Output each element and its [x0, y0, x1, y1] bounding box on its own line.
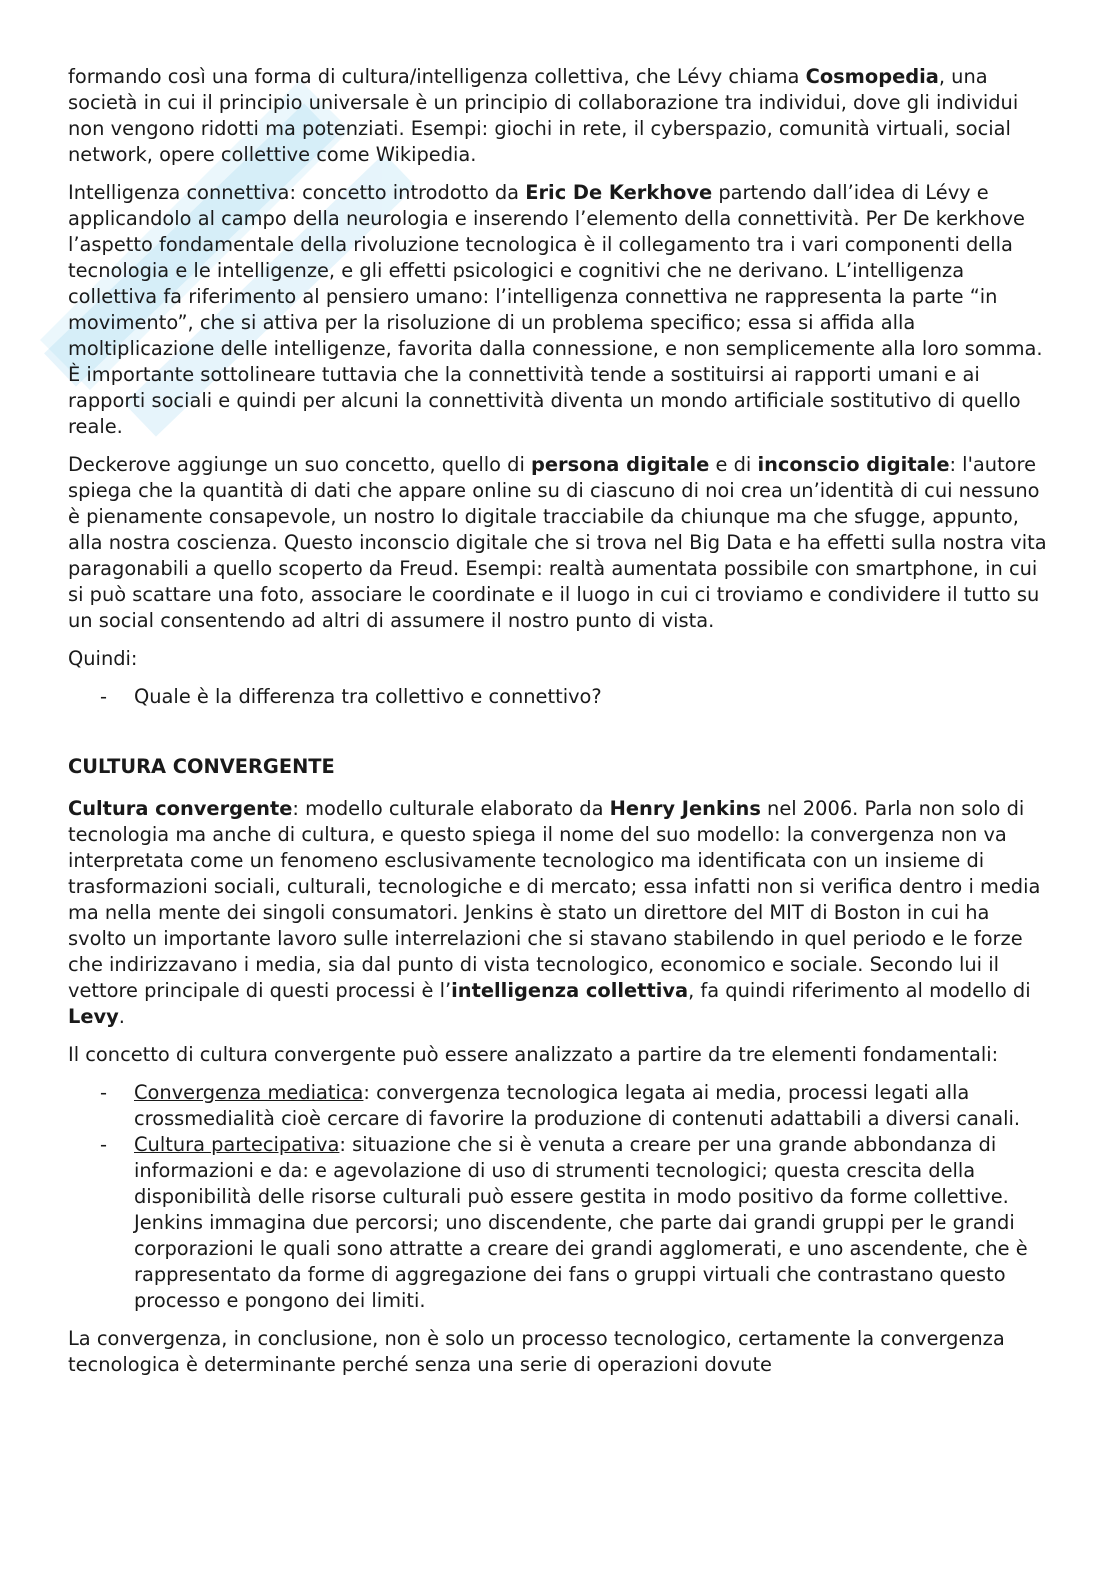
list-item-text: Quale è la differenza tra collettivo e connettivo?: [134, 685, 602, 708]
text-span: .: [118, 1005, 125, 1028]
term-persona-digitale: persona digitale: [531, 453, 710, 476]
term-intelligenza-collettiva: intelligenza collettiva: [451, 979, 689, 1002]
term-henry-jenkins: Henry Jenkins: [609, 797, 761, 820]
paragraph-persona-digitale: [68, 452, 1048, 634]
paragraph-cosmopedia: [68, 64, 1048, 168]
paragraph-conclusione: La convergenza, in conclusione, non è solo un processo tecnologico, certamente la convergenza tecnologica è determinante perché senza una serie di operazioni dovute: [68, 1327, 1005, 1376]
text-span: , una società in cui il principio universale è un principio di collaborazione tra individui, dove gli individui non vengono ridotti ma potenziati. Esempi: giochi in rete, il cyberspazio, comunità virtuali, social network, opere collettive come Wikipedia.: [68, 65, 1019, 166]
text-span: formando così una forma di cultura/intelligenza collettiva, che Lévy chiama: [68, 65, 806, 88]
list-item-text: : situazione che si è venuta a creare per una grande abbondanza di informazioni e da: e agevolazione di uso di strumenti tecnologici; questa crescita della disponibilità delle risorse culturali può essere gestita in modo positivo da forme collettive. Jenkins immagina due percorsi; uno discendente, che parte dai grandi gruppi per le grandi corporazioni le quali sono attratte a creare dei grandi agglomerati, e uno ascendente, che è rappresentato da forme di aggregazione dei fans o gruppi virtuali che contrastano questo processo e pongono dei limiti.: [134, 1133, 1028, 1312]
paragraph-tre-elementi: Il concetto di cultura convergente può essere analizzato a partire da tre elementi fondamentali:: [68, 1043, 999, 1066]
term-eric-de-kerkhove: Eric De Kerkhove: [525, 181, 713, 204]
text-span: Deckerove aggiunge un suo concetto, quello di: [68, 453, 531, 476]
section-title: CULTURA CONVERGENTE: [68, 755, 335, 778]
paragraph-cultura-convergente: [68, 796, 1048, 1030]
dash-marker: -: [100, 1133, 107, 1156]
list-item: [68, 1080, 1048, 1132]
elements-list: [68, 1080, 1048, 1314]
question-list: [68, 684, 1048, 710]
term-inconscio-digitale: inconscio digitale: [757, 453, 950, 476]
document-page: [68, 64, 1048, 1390]
text-span: : modello culturale elaborato da: [292, 797, 610, 820]
text-span: e di: [709, 453, 758, 476]
text-span: partendo dall’idea di Lévy e applicandolo al campo della neurologia e inserendo l’elemento della connettività. Per De kerkhove l’aspetto fondamentale della rivoluzione tecnologica è il collegamento tra i vari componenti della tecnologia e le intelligenze, e gli effetti psicologici e cognitivi che ne derivano. L’intelligenza collettiva fa riferimento al pensiero umano: l’intelligenza connettiva ne rappresenta la parte “in movimento”, che si attiva per la risoluzione di un problema specifico; essa si affida alla moltiplicazione delle intelligenze, favorita dalla connessione, e non semplicemente alla loro somma. È importante sottolineare tuttavia che la connettività tende a sostituirsi ai rapporti umani e ai rapporti sociali e quindi per alcuni la connettività diventa un mondo artificiale sostitutivo di quello reale.: [68, 181, 1043, 438]
term-levy: Levy: [68, 1005, 119, 1028]
term-cultura-convergente: Cultura convergente: [68, 797, 293, 820]
list-item: [68, 1132, 1048, 1314]
text-span: Intelligenza connettiva: concetto introdotto da: [68, 181, 526, 204]
list-item-text: : convergenza tecnologica legata ai media, processi legati alla crossmedialità cioè cercare di favorire la produzione di contenuti adattabili a diversi canali.: [134, 1081, 1021, 1130]
paragraph-intelligenza-connettiva: [68, 180, 1048, 440]
list-item: [68, 684, 1048, 710]
term-cosmopedia: Cosmopedia: [805, 65, 939, 88]
term-convergenza-mediatica: Convergenza mediatica: [134, 1081, 364, 1104]
text-span: , fa quindi riferimento al modello di: [688, 979, 1031, 1002]
text-span: : l'autore spiega che la quantità di dati che appare online su di ciascuno di noi crea un’identità di cui nessuno è pienamente consapevole, un nostro Io digitale tracciabile da chiunque ma che sfugge, appunto, alla nostra coscienza. Questo inconscio digitale che si trova nel Big Data e ha effetti sulla nostra vita paragonabili a quello scoperto da Freud. Esempi: realtà aumentata possibile con smartphone, in cui si può scattare una foto, associare le coordinate e il luogo in cui ci troviamo e condividere il tutto su un social consentendo ad altri di assumere il nostro punto di vista.: [68, 453, 1047, 632]
text-span: nel 2006. Parla non solo di tecnologia ma anche di cultura, e questo spiega il nome del suo modello: la convergenza non va interpretata come un fenomeno esclusivamente tecnologico ma identificata con un insieme di trasformazioni sociali, culturali, tecnologiche e di mercato; essa infatti non si verifica dentro i media ma nella mente dei singoli consumatori. Jenkins è stato un direttore del MIT di Boston in cui ha svolto un importante lavoro sulle interrelazioni che si stavano stabilendo in quel periodo e le forze che indirizzavano i media, sia dal punto di vista tecnologico, economico e sociale. Secondo lui il vettore principale di questi processi è l’: [68, 797, 1041, 1002]
paragraph-quindi: Quindi:: [68, 647, 138, 670]
term-cultura-partecipativa: Cultura partecipativa: [134, 1133, 340, 1156]
dash-marker: -: [100, 1081, 107, 1104]
dash-marker: -: [100, 685, 107, 708]
